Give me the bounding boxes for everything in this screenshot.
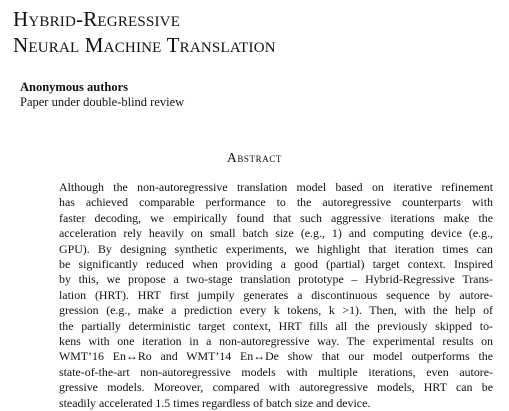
abstract-heading: Abstract [226, 150, 283, 165]
abstract-line: gression (e.g., make a prediction every k tokens, k >1). Then, with the help of [59, 303, 493, 318]
abstract-line: Although the non-autoregressive translation model based on iterative refinement [59, 180, 493, 194]
abstract-body [59, 180, 493, 411]
abstract-line: GPU). By designing synthetic experiments, we highlight that iteration times can [59, 241, 493, 256]
paper-title-line-1: Hybrid-Regressive [13, 7, 181, 31]
review-status: Paper under double-blind review [20, 95, 185, 109]
abstract-line: WMT’16 En↔Ro and WMT’14 En↔De show that our model outperforms the [59, 349, 493, 364]
abstract-line: acceleration rely heavily on small batch size (e.g., 1) and computing device (e.g., [59, 226, 493, 241]
paper-title-line-2: Neural Machine Translation [13, 33, 276, 57]
paper-title [13, 6, 276, 58]
author-names: Anonymous authors [20, 80, 129, 94]
abstract-line: has achieved comparable performance to the autoregressive counterparts with [59, 195, 493, 210]
abstract-line: be significantly reduced when providing a good (partial) target context. Inspired [59, 257, 493, 272]
abstract-line: lation (HRT). HRT first jumpily generates a discontinuous sequence by autore- [59, 287, 493, 302]
abstract-line: gressive models. Moreover, compared with autoregressive models, HRT can be [59, 380, 493, 395]
abstract-line: the partially deterministic target context, HRT fills all the previously skipped to- [59, 318, 493, 333]
abstract-line: steadily accelerated 1.5 times regardless of batch size and device. [59, 395, 371, 410]
abstract-line: faster decoding, we empirically found that such aggressive iterations make the [59, 210, 493, 225]
abstract-line: state-of-the-art non-autoregressive models with multiple iterations, even autore- [59, 364, 493, 379]
abstract-line: kens with one iteration in a non-autoregressive way. The experimental results on [59, 334, 493, 349]
author-block [20, 80, 184, 110]
abstract-line: by this, we propose a two-stage translation prototype – Hybrid-Regressive Trans- [59, 272, 493, 287]
